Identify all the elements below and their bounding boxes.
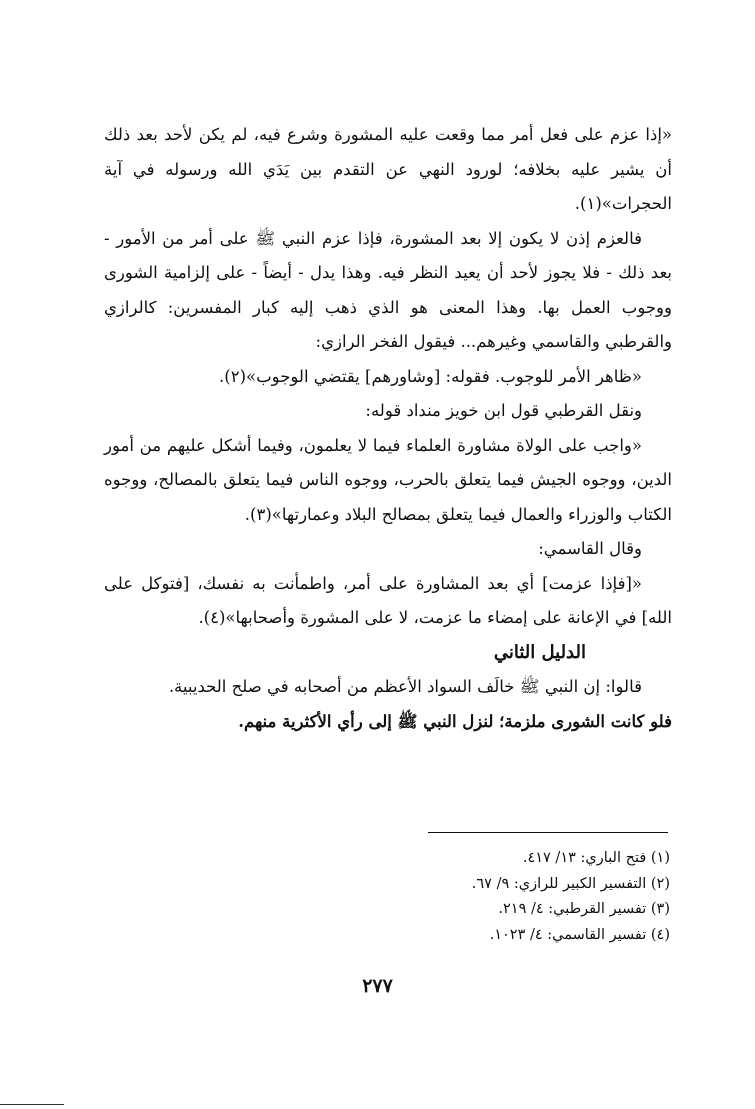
main-text bbox=[104, 118, 672, 739]
scan-edge-line bbox=[0, 1104, 64, 1105]
paragraph-qurtubi-quote: «واجب على الولاة مشاورة العلماء فيما لا يعلمون، وفيما أشكل عليهم من أمور الدين، ووجوه الجيش فيما يتعلق بالحرب، ووجوه الناس فيما يتعلق بالمصالح، ووجوه الكتاب والوزراء والعمال فيما يتعلق بمصالح البلاد وعمارتها»(٣). bbox=[104, 435, 672, 524]
section-heading: الدليل الثاني bbox=[493, 641, 586, 663]
footnote-2: (٢) التفسير الكبير للرازي: ٩/ ٦٧. bbox=[471, 875, 670, 892]
footnote-4: (٤) تفسير القاسمي: ٤/ ١٠٢٣. bbox=[489, 926, 670, 943]
paragraph-6: وقال القاسمي: bbox=[538, 539, 642, 558]
paragraph-4: ونقل القرطبي قول ابن خويز منداد قوله: bbox=[365, 401, 642, 420]
paragraph-9: فلو كانت الشورى ملزمة؛ لنزل النبي ﷺ إلى رأي الأكثرية منهم. bbox=[238, 711, 672, 731]
footnote-divider bbox=[428, 832, 668, 833]
paragraph-razi-quote: «ظاهر الأمر للوجوب. فقوله: [وشاورهم] يقتضي الوجوب»(٢). bbox=[219, 366, 642, 386]
footnote-3: (٣) تفسير القرطبي: ٤/ ٢١٩. bbox=[498, 901, 670, 917]
paragraph-8: قالوا: إن النبي ﷺ خالَف السواد الأعظم من أصحابه في صلح الحديبية. bbox=[168, 677, 642, 696]
paragraph-quote-1: «إذا عزم على فعل أمر مما وقعت عليه المشورة وشرع فيه، لم يكن لأحد بعد ذلك أن يشير عليه بخلافه؛ لورود النهي عن التقدم بين يَدَي الله ورسوله في آية الحجرات»(١). bbox=[104, 125, 672, 213]
paragraph-qasimi-quote: «[فإذا عزمت] أي بعد المشاورة على أمر، واطمأنت به نفسك، [فتوكل على الله] في الإعانة على إمضاء ما عزمت، لا على المشورة وأصحابها»(٤). bbox=[104, 573, 672, 627]
paragraph-2: فالعزم إذن لا يكون إلا بعد المشورة، فإذا عزم النبي ﷺ على أمر من الأمور - بعد ذلك - فلا يجوز لأحد أن يعيد النظر فيه. وهذا يدل - أيضاً - على إلزامية الشورى ووجوب العمل بها. وهذا المعنى هو الذي ذهب إليه كبار المفسرين: كالرازي والقرطبي والقاسمي وغيرهم... فيقول الفخر الرازي: bbox=[104, 228, 672, 351]
footnotes bbox=[300, 846, 670, 948]
footnote-1: (١) فتح الباري: ١٣/ ٤١٧. bbox=[522, 850, 670, 866]
page-number: ٢٧٧ bbox=[362, 975, 393, 997]
